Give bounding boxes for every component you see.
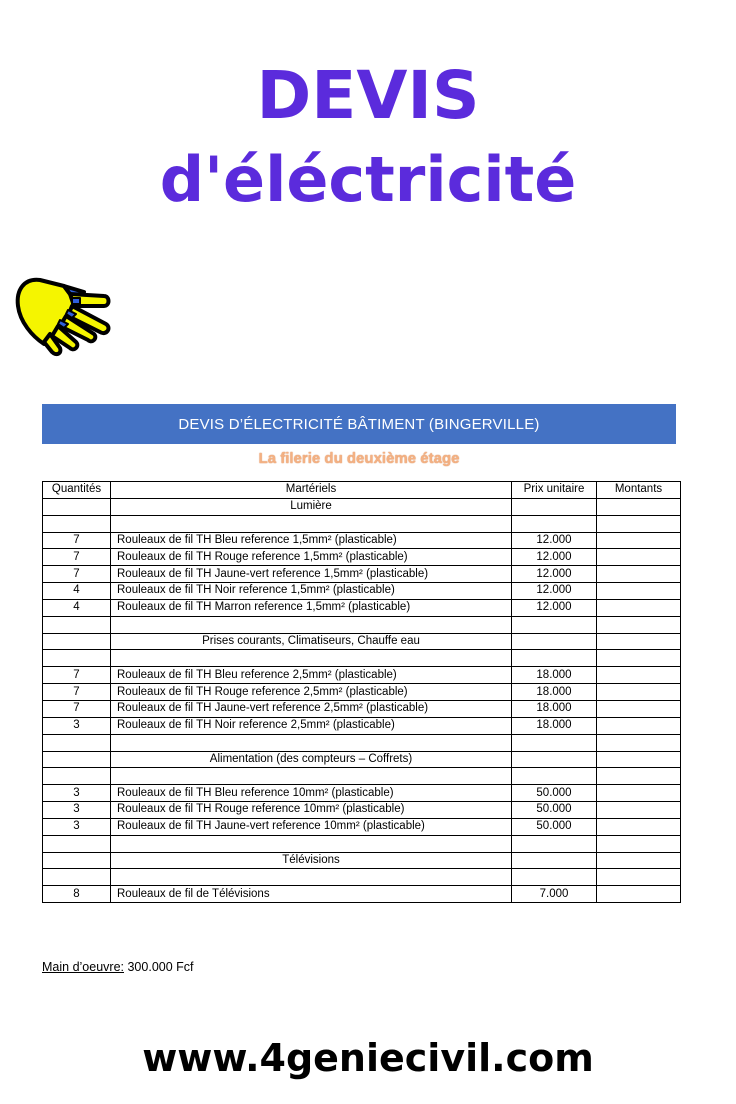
qty-cell: 7 [43, 532, 111, 549]
desc-cell: Rouleaux de fil TH Rouge reference 1,5mm² (plasticable) [111, 549, 512, 566]
page-title-line1: DEVIS [256, 57, 480, 134]
qty-cell: 7 [43, 566, 111, 583]
amount-cell [597, 599, 681, 616]
qty-cell: 7 [43, 684, 111, 701]
qty-cell: 7 [43, 667, 111, 684]
table-row [43, 818, 681, 835]
price-cell: 50.000 [512, 818, 597, 835]
table-row [43, 785, 681, 802]
page-title-line2: d'éléctricité [159, 143, 577, 216]
table-row [43, 684, 681, 701]
section-heading-row [43, 498, 681, 515]
price-cell: 12.000 [512, 549, 597, 566]
desc-cell: Rouleaux de fil TH Noir reference 2,5mm² (plasticable) [111, 717, 512, 734]
amount-cell [597, 532, 681, 549]
col-header-amount: Montants [597, 482, 681, 499]
section-heading: Lumière [111, 498, 512, 515]
empty-row [43, 768, 681, 785]
amount-cell [597, 549, 681, 566]
qty-cell: 3 [43, 818, 111, 835]
price-cell: 18.000 [512, 667, 597, 684]
desc-cell: Rouleaux de fil TH Bleu reference 1,5mm² (plasticable) [111, 532, 512, 549]
price-cell: 18.000 [512, 717, 597, 734]
labor-label: Main d’oeuvre: [42, 960, 124, 974]
col-header-materials: Martériels [111, 482, 512, 499]
qty-cell: 3 [43, 802, 111, 819]
amount-cell [597, 583, 681, 600]
desc-cell: Rouleaux de fil TH Jaune-vert reference 10mm² (plasticable) [111, 818, 512, 835]
section-heading: Prises courants, Climatiseurs, Chauffe eau [111, 633, 512, 650]
amount-cell [597, 700, 681, 717]
quote-table [42, 481, 681, 903]
labor-cost [42, 960, 194, 974]
amount-cell [597, 566, 681, 583]
col-header-quantity: Quantités [43, 482, 111, 499]
amount-cell [597, 785, 681, 802]
amount-cell [597, 818, 681, 835]
desc-cell: Rouleaux de fil TH Noir reference 1,5mm² (plasticable) [111, 583, 512, 600]
amount-cell [597, 684, 681, 701]
table-row [43, 599, 681, 616]
table-row [43, 886, 681, 903]
table-row [43, 532, 681, 549]
table-header-row [43, 482, 681, 499]
qty-cell: 3 [43, 785, 111, 802]
empty-row [43, 616, 681, 633]
desc-cell: Rouleaux de fil TH Bleu reference 2,5mm² (plasticable) [111, 667, 512, 684]
price-cell: 50.000 [512, 802, 597, 819]
price-cell: 50.000 [512, 785, 597, 802]
qty-cell: 7 [43, 700, 111, 717]
desc-cell: Rouleaux de fil TH Bleu reference 10mm² (plasticable) [111, 785, 512, 802]
price-cell: 7.000 [512, 886, 597, 903]
table-row [43, 549, 681, 566]
qty-cell: 7 [43, 549, 111, 566]
section-heading: Télévisions [111, 852, 512, 869]
section-heading-row [43, 751, 681, 768]
qty-cell: 8 [43, 886, 111, 903]
empty-row [43, 869, 681, 886]
empty-row [43, 835, 681, 852]
document-subtitle: La filerie du deuxième étage [258, 450, 460, 467]
desc-cell: Rouleaux de fil TH Jaune-vert reference 2,5mm² (plasticable) [111, 700, 512, 717]
desc-cell: Rouleaux de fil de Télévisions [111, 886, 512, 903]
table-row [43, 700, 681, 717]
price-cell: 12.000 [512, 599, 597, 616]
price-cell: 12.000 [512, 532, 597, 549]
desc-cell: Rouleaux de fil TH Jaune-vert reference 1,5mm² (plasticable) [111, 566, 512, 583]
amount-cell [597, 717, 681, 734]
empty-row [43, 734, 681, 751]
table-row [43, 583, 681, 600]
website-url: www.4geniecivil.com [142, 1036, 594, 1080]
empty-row [43, 650, 681, 667]
document-header: DEVIS D’ÉLECTRICITÉ BÂTIMENT (BINGERVILLE) [42, 404, 676, 444]
empty-row [43, 515, 681, 532]
qty-cell: 4 [43, 599, 111, 616]
section-heading-row [43, 633, 681, 650]
qty-cell: 3 [43, 717, 111, 734]
price-cell: 18.000 [512, 684, 597, 701]
desc-cell: Rouleaux de fil TH Rouge reference 10mm² (plasticable) [111, 802, 512, 819]
section-heading-row [43, 852, 681, 869]
table-row [43, 667, 681, 684]
desc-cell: Rouleaux de fil TH Rouge reference 2,5mm² (plasticable) [111, 684, 512, 701]
qty-cell: 4 [43, 583, 111, 600]
amount-cell [597, 667, 681, 684]
price-cell: 12.000 [512, 566, 597, 583]
pointing-hand-icon [10, 272, 114, 358]
section-heading: Alimentation (des compteurs – Coffrets) [111, 751, 512, 768]
amount-cell [597, 886, 681, 903]
desc-cell: Rouleaux de fil TH Marron reference 1,5mm² (plasticable) [111, 599, 512, 616]
table-row [43, 717, 681, 734]
amount-cell [597, 802, 681, 819]
price-cell: 18.000 [512, 700, 597, 717]
table-row [43, 802, 681, 819]
col-header-unit-price: Prix unitaire [512, 482, 597, 499]
table-row [43, 566, 681, 583]
price-cell: 12.000 [512, 583, 597, 600]
labor-value: 300.000 Fcf [127, 960, 194, 974]
